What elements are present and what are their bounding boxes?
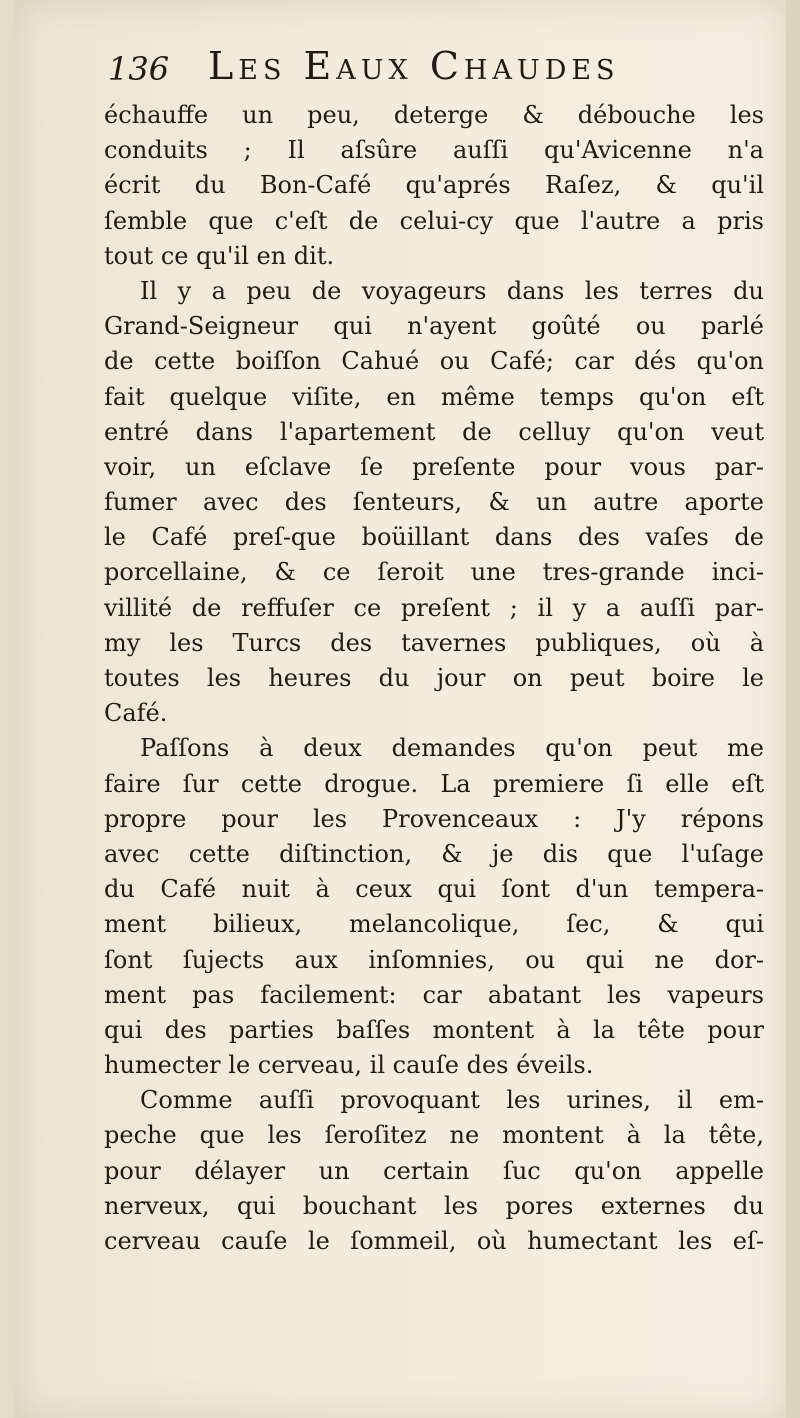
text-line: conduits ; Il aſsûre auſſi qu'Avicenne n'a — [104, 136, 764, 165]
body-text — [104, 98, 764, 1259]
text-line: Grand-Seigneur qui n'ayent goûté ou parlé — [104, 312, 764, 341]
text-line: voir, un eſclave ſe preſente pour vous par- — [104, 452, 764, 481]
text-line: qui des parties baſſes montent à la tête pour — [104, 1015, 764, 1044]
text-line: humecter le cerveau, il cauſe des éveils. — [104, 1051, 594, 1080]
text-line: peche que les ſeroſitez ne montent à la tête, — [104, 1121, 764, 1150]
text-line: entré dans l'apartement de celluy qu'on veut — [104, 417, 764, 446]
text-line: faire ſur cette drogue. La premiere ſi elle eſt — [104, 769, 764, 798]
text-line: Il y a peu de voyageurs dans les terres du — [140, 276, 764, 305]
text-line: Café. — [104, 699, 168, 728]
page-header — [108, 44, 768, 94]
text-line: du Café nuit à ceux qui ſont d'un tempera- — [104, 875, 764, 904]
text-line: pour délayer un certain ſuc qu'on appelle — [104, 1156, 764, 1185]
text-line: cerveau cauſe le ſommeil, où humectant les eſ- — [104, 1227, 764, 1255]
text-line: tout ce qu'il en dit. — [104, 241, 335, 270]
text-line: Paſſons à deux demandes qu'on peut me — [140, 734, 764, 763]
page-number: 136 — [108, 50, 170, 88]
text-line: porcellaine, & ce ſeroit une tres-grande inci- — [104, 558, 764, 587]
text-line: écrit du Bon-Café qu'aprés Raſez, & qu'il — [104, 171, 764, 200]
page-left-margin — [0, 0, 14, 1418]
text-line: my les Turcs des tavernes publiques, où à — [104, 628, 764, 657]
text-line: fumer avec des ſenteurs, & un autre aporte — [104, 488, 764, 517]
text-line: Comme auſſi provoquant les urines, il em- — [140, 1086, 764, 1115]
text-line: fait quelque viſite, en même temps qu'on eſt — [104, 382, 764, 411]
text-line: toutes les heures du jour on peut boire le — [104, 664, 764, 692]
text-line: propre pour les Provenceaux : J'y répons — [104, 804, 764, 833]
text-line: ment pas facilement: car abatant les vapeurs — [104, 980, 764, 1009]
text-line: ſemble que c'eſt de celui-cy que l'autre a pris — [104, 206, 764, 235]
text-line: échauffe un peu, deterge & débouche les — [104, 101, 764, 129]
text-line: ment bilieux, melancolique, ſec, & qui — [104, 910, 764, 939]
page-right-edge — [786, 0, 800, 1418]
text-line: de cette boiſſon Cahué ou Café; car dés qu'on — [104, 347, 764, 376]
text-line: nerveux, qui bouchant les pores externes du — [104, 1191, 764, 1220]
running-title: Les Eaux Chaudes — [208, 44, 620, 88]
text-line: le Café preſ-que boüillant dans des vaſes de — [104, 523, 764, 552]
text-line: avec cette diſtinction, & je dis que l'uſage — [104, 839, 764, 868]
text-line: ſont ſujects aux inſomnies, ou qui ne dor- — [104, 945, 764, 974]
text-line: villité de reffuſer ce preſent ; il y a auſſi par- — [104, 593, 764, 622]
